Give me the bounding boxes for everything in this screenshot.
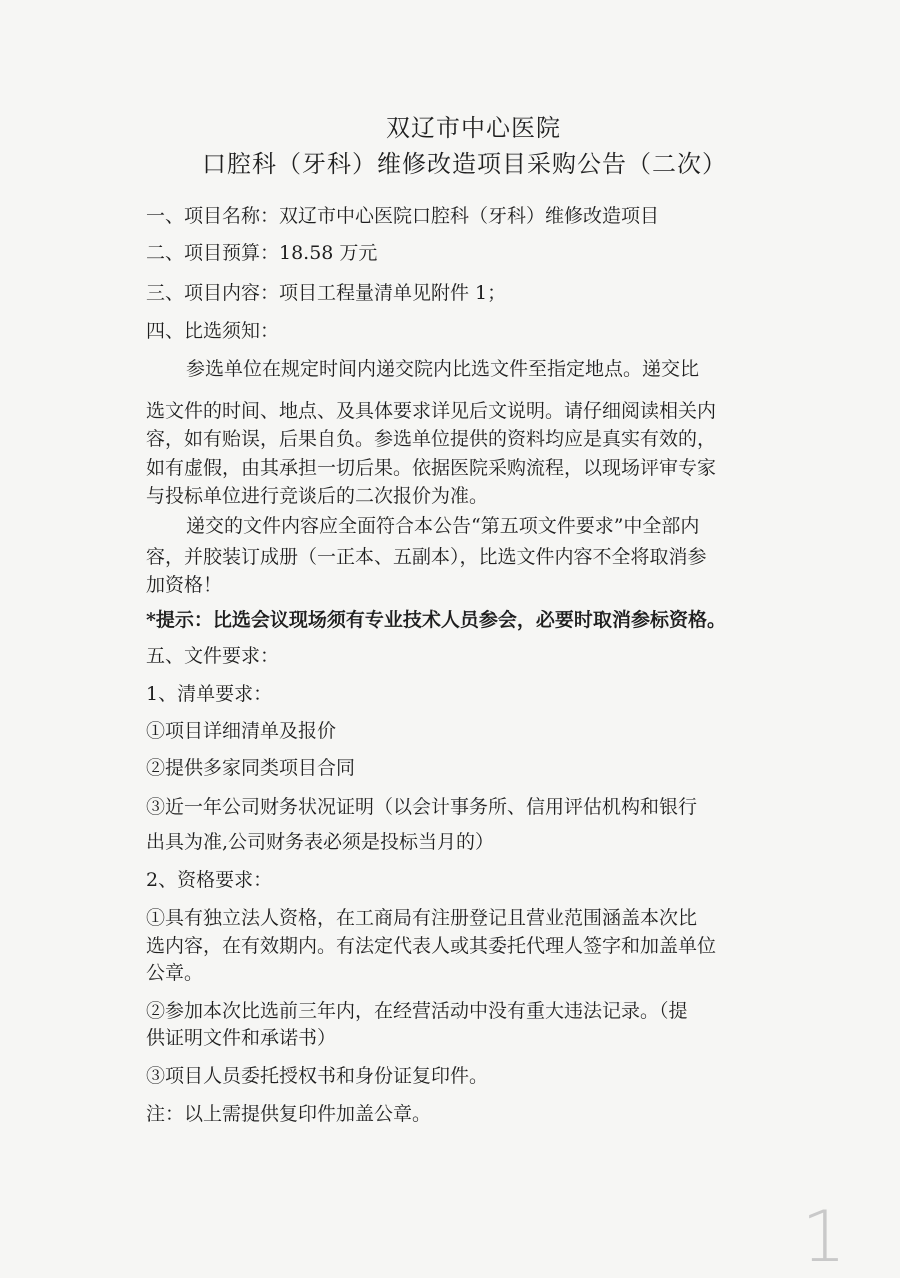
qual-item: ②参加本次比选前三年内，在经营活动中没有重大违法记录。（提 xyxy=(146,1000,688,1022)
list-item-cont: 出具为准,公司财务表必须是投标当月的） xyxy=(146,831,495,853)
para1-line: 如有虚假，由其承担一切后果。依据医院采购流程，以现场评审专家 xyxy=(146,457,717,479)
list-heading: 1、清单要求： xyxy=(146,683,273,705)
item-notice-heading: 四、比选须知： xyxy=(146,320,280,342)
qual-item-cont: 选内容，在有效期内。有法定代表人或其委托代理人签字和加盖单位 xyxy=(146,935,717,957)
section5-heading: 五、文件要求： xyxy=(146,645,280,667)
tip-text: *提示：比选会议现场须有专业技术人员参会，必要时取消参标资格。 xyxy=(146,609,726,631)
qual-item-cont: 供证明文件和承诺书） xyxy=(146,1027,337,1049)
qual-item: ①具有独立法人资格，在工商局有注册登记且营业范围涵盖本次比 xyxy=(146,907,698,929)
para2-line: 容，并胶装订成册（一正本、五副本），比选文件内容不全将取消参 xyxy=(146,546,707,568)
para2-line: 加资格！ xyxy=(146,574,223,596)
item-budget: 二、项目预算：18.58 万元 xyxy=(146,242,378,264)
qual-heading: 2、资格要求： xyxy=(146,869,273,891)
list-item: ①项目详细清单及报价 xyxy=(146,720,337,742)
page-number: 1 xyxy=(801,1196,846,1278)
qual-item-cont: 公章。 xyxy=(146,962,204,984)
para1-line: 选文件的时间、地点、及具体要求详见后文说明。请仔细阅读相关内 xyxy=(146,400,717,422)
qual-item: ③项目人员委托授权书和身份证复印件。 xyxy=(146,1065,489,1087)
list-item: ③近一年公司财务状况证明（以会计事务所、信用评估机构和银行 xyxy=(146,796,698,818)
para2-line: 递交的文件内容应全面符合本公告“第五项文件要求”中全部内 xyxy=(186,515,700,537)
item-project-name: 一、项目名称：双辽市中心医院口腔科（牙科）维修改造项目 xyxy=(146,205,660,227)
item-content: 三、项目内容：项目工程量清单见附件 1； xyxy=(146,282,507,304)
para1-line: 与投标单位进行竞谈后的二次报价为准。 xyxy=(146,485,489,507)
title-hospital: 双辽市中心医院 xyxy=(386,114,561,142)
list-item: ②提供多家同类项目合同 xyxy=(146,757,356,779)
para1-line: 参选单位在规定时间内递交院内比选文件至指定地点。递交比 xyxy=(186,358,700,380)
footnote: 注：以上需提供复印件加盖公章。 xyxy=(146,1103,432,1125)
title-announcement: 口腔科（牙科）维修改造项目采购公告（二次） xyxy=(202,150,727,178)
para1-line: 容，如有贻误，后果自负。参选单位提供的资料均应是真实有效的， xyxy=(146,428,717,450)
